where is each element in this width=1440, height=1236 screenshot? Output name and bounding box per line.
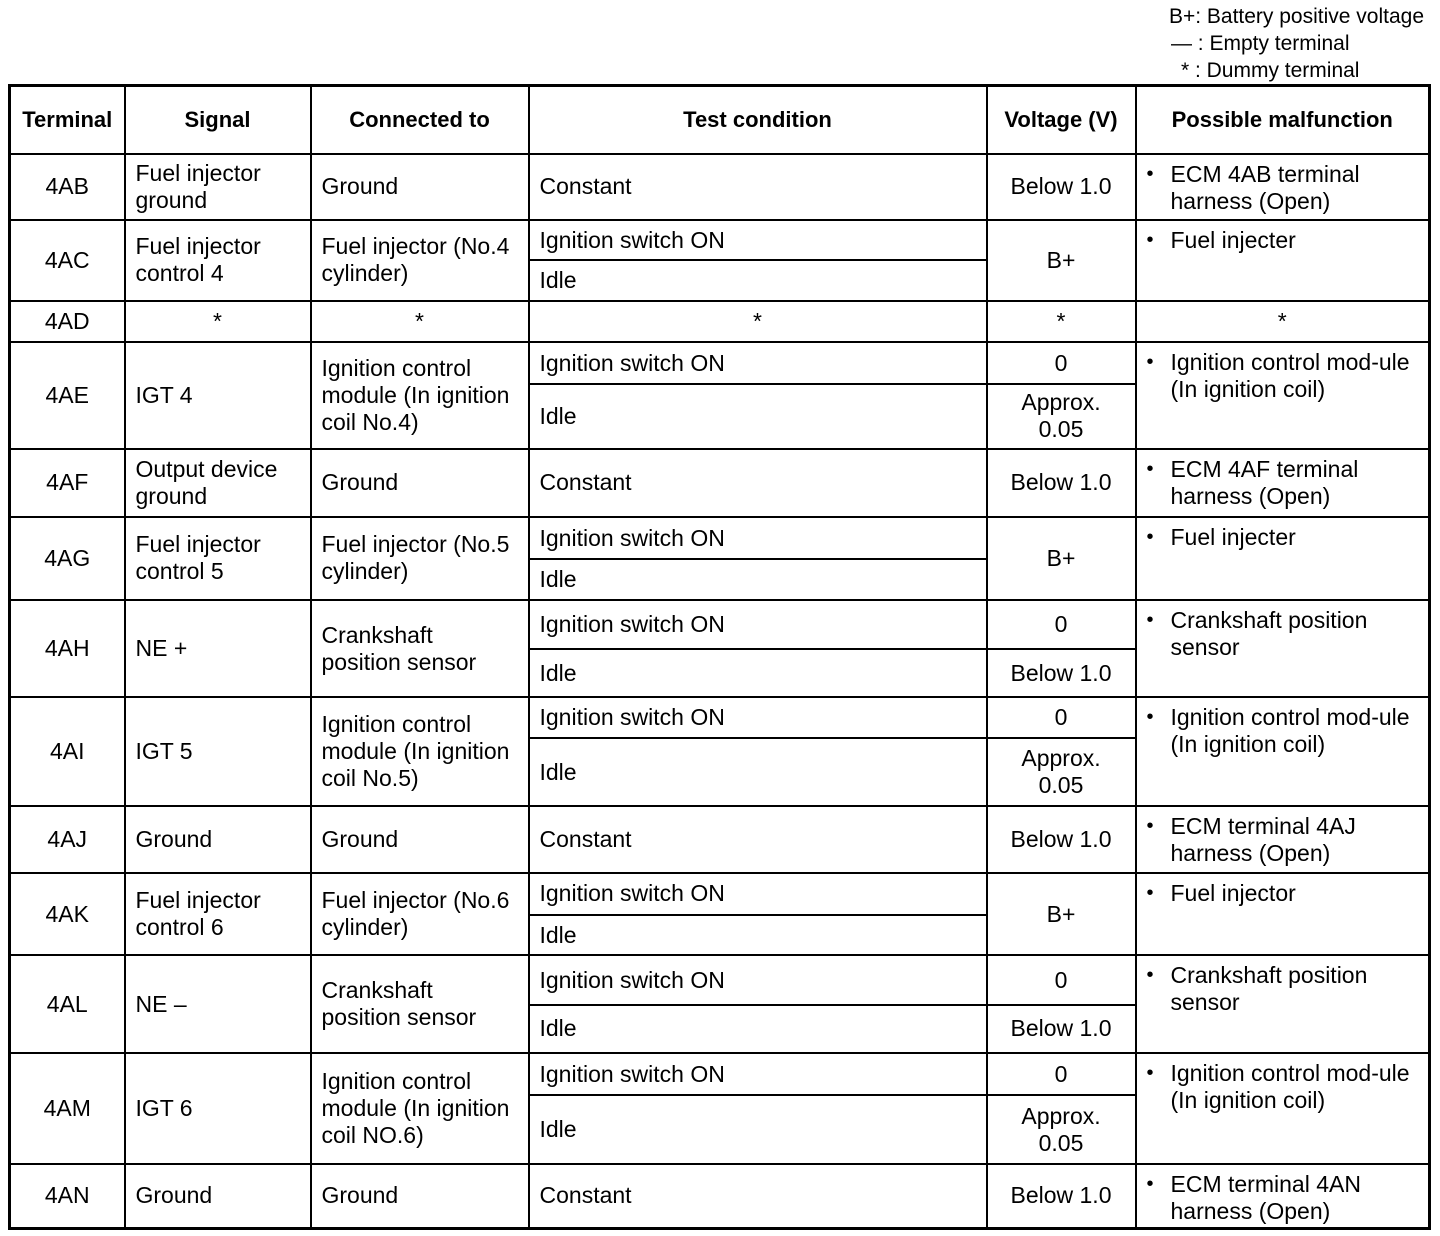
terminal-cell: 4AC [10, 220, 125, 301]
connected-cell: Fuel injector (No.4 cylinder) [311, 220, 529, 301]
voltage-cell: * [987, 301, 1136, 342]
table-row [10, 154, 1430, 220]
voltage-cell: Approx. 0.05 [987, 738, 1136, 807]
table-row [10, 600, 1430, 649]
legend-battery: B+: Battery positive voltage [1168, 5, 1424, 28]
bullet-icon: • [1146, 457, 1154, 480]
voltage-cell: Below 1.0 [987, 1005, 1136, 1053]
voltage-cell: Below 1.0 [987, 449, 1136, 518]
condition-cell: Ignition switch ON [529, 220, 987, 260]
connected-cell: Ground [311, 1164, 529, 1229]
condition-cell: * [529, 301, 987, 342]
voltage-cell: Approx. 0.05 [987, 384, 1136, 448]
condition-cell: Idle [529, 384, 987, 448]
condition-cell: Ignition switch ON [529, 517, 987, 559]
table-row [10, 955, 1430, 1004]
malfunction-text: Fuel injecter [1170, 226, 1296, 253]
bullet-icon: • [1146, 1172, 1154, 1195]
connected-cell: Ground [311, 806, 529, 872]
voltage-cell: Below 1.0 [987, 649, 1136, 697]
header-test-condition: Test condition [529, 86, 987, 154]
table-row [10, 806, 1430, 872]
malfunction-cell [1136, 449, 1430, 518]
connected-cell: Ignition control module (In ignition coil No.4) [311, 342, 529, 449]
header-terminal: Terminal [10, 86, 125, 154]
signal-cell: IGT 6 [125, 1053, 311, 1164]
connected-cell: Fuel injector (No.5 cylinder) [311, 517, 529, 600]
voltage-cell: Below 1.0 [987, 154, 1136, 220]
terminal-cell: 4AN [10, 1164, 125, 1229]
signal-cell: NE – [125, 955, 311, 1053]
voltage-cell: 0 [987, 342, 1136, 384]
malfunction-text: Fuel injector [1170, 879, 1296, 906]
malfunction-cell [1136, 517, 1430, 600]
voltage-cell: B+ [987, 220, 1136, 301]
signal-cell: Output device ground [125, 449, 311, 518]
bullet-icon: • [1146, 706, 1154, 729]
malfunction-cell: * [1136, 301, 1430, 342]
table-row [10, 517, 1430, 559]
header-voltage: Voltage (V) [987, 86, 1136, 154]
bullet-icon: • [1146, 608, 1154, 631]
table-row [10, 873, 1430, 915]
table-row [10, 301, 1430, 342]
connected-cell: * [311, 301, 529, 342]
signal-cell: Ground [125, 1164, 311, 1229]
signal-cell: Fuel injector control 4 [125, 220, 311, 301]
condition-cell: Idle [529, 915, 987, 955]
connected-cell: Ground [311, 449, 529, 518]
condition-cell: Idle [529, 738, 987, 807]
bullet-icon: • [1146, 881, 1154, 904]
malfunction-cell [1136, 873, 1430, 956]
condition-cell: Idle [529, 649, 987, 697]
condition-cell: Constant [529, 1164, 987, 1229]
connected-cell: Ignition control module (In ignition coil NO.6) [311, 1053, 529, 1164]
voltage-cell: 0 [987, 600, 1136, 649]
condition-cell: Constant [529, 806, 987, 872]
condition-cell: Idle [529, 1095, 987, 1164]
signal-cell: * [125, 301, 311, 342]
malfunction-cell [1136, 955, 1430, 1053]
terminal-cell: 4AJ [10, 806, 125, 872]
malfunction-text: Ignition control mod-ule (In ignition coil) [1170, 1060, 1410, 1114]
bullet-icon: • [1146, 350, 1154, 373]
bullet-icon: • [1146, 162, 1154, 185]
terminal-cell: 4AM [10, 1053, 125, 1164]
malfunction-cell [1136, 600, 1430, 698]
condition-cell: Idle [529, 1005, 987, 1053]
condition-cell: Constant [529, 154, 987, 220]
malfunction-cell [1136, 342, 1430, 449]
voltage-cell: B+ [987, 517, 1136, 600]
bullet-icon: • [1146, 1062, 1154, 1085]
malfunction-text: Crankshaft position sensor [1170, 962, 1368, 1016]
terminal-cell: 4AE [10, 342, 125, 449]
terminal-cell: 4AF [10, 449, 125, 518]
header-signal: Signal [125, 86, 311, 154]
table-row [10, 342, 1430, 384]
malfunction-cell [1136, 154, 1430, 220]
connected-cell: Fuel injector (No.6 cylinder) [311, 873, 529, 956]
malfunction-cell [1136, 697, 1430, 806]
malfunction-text: Crankshaft position sensor [1170, 606, 1368, 660]
table-row [10, 697, 1430, 737]
malfunction-cell [1136, 806, 1430, 872]
condition-cell: Ignition switch ON [529, 342, 987, 384]
connected-cell: Ground [311, 154, 529, 220]
malfunction-cell [1136, 220, 1430, 301]
malfunction-text: Ignition control mod-ule (In ignition coil) [1170, 704, 1410, 758]
terminal-cell: 4AG [10, 517, 125, 600]
legend-empty: — : Empty terminal [1170, 32, 1350, 55]
header-connected-to: Connected to [311, 86, 529, 154]
terminal-cell: 4AD [10, 301, 125, 342]
table-row [10, 449, 1430, 518]
voltage-cell: Below 1.0 [987, 1164, 1136, 1229]
malfunction-text: ECM terminal 4AJ harness (Open) [1170, 813, 1356, 867]
signal-cell: NE + [125, 600, 311, 698]
condition-cell: Constant [529, 449, 987, 518]
voltage-cell: Approx. 0.05 [987, 1095, 1136, 1164]
terminal-cell: 4AK [10, 873, 125, 956]
condition-cell: Ignition switch ON [529, 600, 987, 649]
terminal-cell: 4AH [10, 600, 125, 698]
terminal-cell: 4AL [10, 955, 125, 1053]
legend-dummy: * : Dummy terminal [1180, 59, 1360, 82]
terminal-cell: 4AI [10, 697, 125, 806]
signal-cell: Fuel injector control 5 [125, 517, 311, 600]
condition-cell: Ignition switch ON [529, 955, 987, 1004]
malfunction-text: ECM 4AF terminal harness (Open) [1170, 455, 1359, 509]
bullet-icon: • [1146, 964, 1154, 987]
connected-cell: Crankshaft position sensor [311, 600, 529, 698]
header-row [10, 86, 1430, 154]
condition-cell: Ignition switch ON [529, 697, 987, 737]
malfunction-text: Fuel injecter [1170, 524, 1296, 551]
bullet-icon: • [1146, 526, 1154, 549]
signal-cell: IGT 4 [125, 342, 311, 449]
condition-cell: Idle [529, 260, 987, 300]
legend [1169, 3, 1424, 84]
malfunction-text: Ignition control mod-ule (In ignition coil) [1170, 348, 1410, 402]
voltage-cell: 0 [987, 955, 1136, 1004]
table-row [10, 220, 1430, 260]
table-row [10, 1164, 1430, 1229]
signal-cell: Fuel injector ground [125, 154, 311, 220]
voltage-cell: 0 [987, 697, 1136, 737]
signal-cell: Fuel injector control 6 [125, 873, 311, 956]
connected-cell: Crankshaft position sensor [311, 955, 529, 1053]
malfunction-text: ECM terminal 4AN harness (Open) [1170, 1170, 1361, 1224]
bullet-icon: • [1146, 815, 1154, 838]
malfunction-text: ECM 4AB terminal harness (Open) [1170, 160, 1360, 214]
condition-cell: Idle [529, 559, 987, 599]
header-malfunction: Possible malfunction [1136, 86, 1430, 154]
voltage-cell: B+ [987, 873, 1136, 956]
signal-cell: IGT 5 [125, 697, 311, 806]
signal-cell: Ground [125, 806, 311, 872]
condition-cell: Ignition switch ON [529, 873, 987, 915]
bullet-icon: • [1146, 228, 1154, 251]
voltage-cell: 0 [987, 1053, 1136, 1095]
table-row [10, 1053, 1430, 1095]
ecm-terminal-table [8, 84, 1431, 1230]
malfunction-cell [1136, 1164, 1430, 1229]
terminal-cell: 4AB [10, 154, 125, 220]
connected-cell: Ignition control module (In ignition coil No.5) [311, 697, 529, 806]
condition-cell: Ignition switch ON [529, 1053, 987, 1095]
malfunction-cell [1136, 1053, 1430, 1164]
voltage-cell: Below 1.0 [987, 806, 1136, 872]
